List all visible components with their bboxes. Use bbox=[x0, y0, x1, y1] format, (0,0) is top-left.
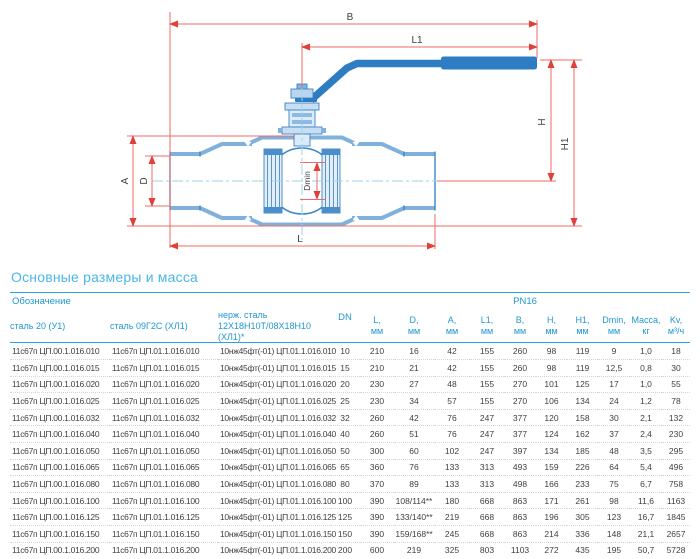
table-cell: 75 bbox=[598, 476, 630, 493]
column-header-steel20: сталь 20 (У1) bbox=[10, 310, 110, 343]
table-cell: 148 bbox=[598, 525, 630, 542]
table-row bbox=[10, 542, 690, 558]
dim-label-a: A bbox=[120, 177, 131, 185]
table-cell: 390 bbox=[360, 492, 394, 509]
table-cell: 50 bbox=[330, 442, 360, 459]
table-cell: 11с67п ЦП.00.1.016.010 bbox=[10, 343, 110, 360]
table-cell: 270 bbox=[504, 393, 536, 410]
table-cell: 668 bbox=[470, 509, 504, 526]
table-row bbox=[10, 492, 690, 509]
table-cell: 261 bbox=[567, 492, 598, 509]
table-cell: 11с67п ЦП.01.1.016.200 bbox=[112, 545, 200, 556]
table-cell: 24 bbox=[598, 393, 630, 410]
table-cell: 0,8 bbox=[630, 359, 662, 376]
table-cell: 11с67п ЦП.01.1.016.040 bbox=[110, 426, 218, 443]
table-cell: 210 bbox=[360, 343, 394, 360]
table-cell: 336 bbox=[567, 525, 598, 542]
table-cell: 260 bbox=[504, 343, 536, 360]
dim-label-d: D bbox=[139, 177, 150, 185]
table-cell: 11с67п ЦП.00.1.016.020 bbox=[10, 376, 110, 393]
handle-grip bbox=[441, 57, 537, 70]
table-cell: 76 bbox=[434, 426, 470, 443]
table-cell: 25 bbox=[330, 393, 360, 410]
pn16-group-header: PN16 bbox=[513, 296, 537, 307]
table-cell: 11с67п ЦП.00.1.016.065 bbox=[10, 459, 110, 476]
table-cell: 12,5 bbox=[598, 359, 630, 376]
table-cell: 30 bbox=[598, 409, 630, 426]
table-cell: 397 bbox=[504, 442, 536, 459]
table-cell: 10нж45фт(-01) ЦП.01.1.016.040 bbox=[218, 426, 330, 443]
table-cell: 233 bbox=[567, 476, 598, 493]
table-cell: 247 bbox=[470, 442, 504, 459]
column-header: A, мм bbox=[434, 310, 470, 343]
table-row bbox=[10, 376, 690, 393]
table-row bbox=[10, 359, 690, 376]
table-cell: 50,7 bbox=[637, 545, 655, 556]
table-cell: 1103 bbox=[510, 545, 530, 556]
table-cell: 10нж45фт(-01) ЦП.01.1.016.050 bbox=[218, 442, 330, 459]
table-cell: 119 bbox=[567, 359, 598, 376]
table-cell: 370 bbox=[360, 476, 394, 493]
table-cell: 305 bbox=[567, 509, 598, 526]
table-cell: 42 bbox=[394, 409, 434, 426]
table-cell: 2657 bbox=[662, 525, 690, 542]
table-cell: 89 bbox=[394, 476, 434, 493]
table-cell: 166 bbox=[536, 476, 567, 493]
table-cell: 155 bbox=[470, 343, 504, 360]
dim-label-b: B bbox=[346, 12, 354, 23]
table-cell: 11с67п ЦП.01.1.016.010 bbox=[110, 343, 218, 360]
table-cell: 98 bbox=[598, 492, 630, 509]
table-row bbox=[10, 442, 690, 459]
table-cell: 16,7 bbox=[630, 509, 662, 526]
table-cell: 219 bbox=[434, 509, 470, 526]
column-header: Масса, кг bbox=[630, 310, 662, 343]
table-cell: 260 bbox=[360, 409, 394, 426]
table-cell: 230 bbox=[360, 376, 394, 393]
table-row bbox=[10, 343, 690, 360]
table-cell: 120 bbox=[536, 409, 567, 426]
column-header: L, мм bbox=[360, 310, 394, 343]
table-cell: 11с67п ЦП.00.1.016.100 bbox=[10, 492, 110, 509]
table-cell: 10нж45фт(-01) ЦП.01.1.016.100 bbox=[218, 492, 330, 509]
header-group-row bbox=[10, 293, 690, 311]
table-cell: 247 bbox=[470, 426, 504, 443]
table-cell: 260 bbox=[504, 359, 536, 376]
column-header: D, мм bbox=[394, 310, 434, 343]
table-cell: 125 bbox=[330, 509, 360, 526]
table-cell: 11с67п ЦП.01.1.016.050 bbox=[110, 442, 218, 459]
dim-label-l: L bbox=[297, 234, 303, 245]
column-header: Dmin, мм bbox=[598, 310, 630, 343]
table-cell: 2,4 bbox=[630, 426, 662, 443]
table-cell: 9 bbox=[598, 343, 630, 360]
table-cell: 11с67п ЦП.00.1.016.150 bbox=[10, 525, 110, 542]
table-cell: 1163 bbox=[662, 492, 690, 509]
table-cell: 10нж45фт(-01) ЦП.01.1.016.080 bbox=[218, 476, 330, 493]
table-cell: 98 bbox=[536, 359, 567, 376]
table-cell: 123 bbox=[598, 509, 630, 526]
table-cell: 300 bbox=[360, 442, 394, 459]
dim-label-dmin: Dmin bbox=[302, 171, 312, 191]
table-cell: 17 bbox=[598, 376, 630, 393]
dim-label-l1: L1 bbox=[411, 35, 423, 46]
table-cell: 15 bbox=[330, 359, 360, 376]
table-cell: 51 bbox=[394, 426, 434, 443]
table-cell: 11с67п ЦП.01.1.016.100 bbox=[110, 492, 218, 509]
table-cell: 3,5 bbox=[630, 442, 662, 459]
table-cell: 10нж45фт(-01) ЦП.01.1.016.025 bbox=[218, 393, 330, 410]
table-cell: 155 bbox=[470, 376, 504, 393]
table-cell: 11с67п ЦП.01.1.016.032 bbox=[110, 409, 218, 426]
dimension-lines bbox=[127, 12, 582, 249]
table-body bbox=[10, 343, 690, 558]
table-cell: 272 bbox=[544, 545, 559, 556]
valve-technical-drawing bbox=[0, 0, 700, 266]
designation-group-header: Обозначение bbox=[12, 296, 71, 307]
table-cell: 150 bbox=[330, 525, 360, 542]
table-cell: 155 bbox=[470, 393, 504, 410]
table-cell: 11с67п ЦП.01.1.016.015 bbox=[110, 359, 218, 376]
table-cell: 100 bbox=[330, 492, 360, 509]
table-cell: 102 bbox=[434, 442, 470, 459]
column-header: Kv, м³/ч bbox=[662, 310, 690, 343]
table-cell: 496 bbox=[662, 459, 690, 476]
table-cell: 230 bbox=[360, 393, 394, 410]
table-cell: 390 bbox=[360, 509, 394, 526]
table-cell: 60 bbox=[394, 442, 434, 459]
table-cell: 40 bbox=[330, 426, 360, 443]
table-cell: 11с67п ЦП.01.1.016.150 bbox=[110, 525, 218, 542]
table-cell: 11с67п ЦП.00.1.016.032 bbox=[10, 409, 110, 426]
table-cell: 10нж45фт(-01) ЦП.01.1.016.065 bbox=[218, 459, 330, 476]
table-cell: 32 bbox=[330, 409, 360, 426]
table-cell: 11с67п ЦП.00.1.016.025 bbox=[10, 393, 110, 410]
table-cell: 76 bbox=[434, 409, 470, 426]
table-cell: 64 bbox=[598, 459, 630, 476]
table-cell: 377 bbox=[504, 426, 536, 443]
table-cell: 195 bbox=[606, 545, 622, 556]
table-cell: 10нж45фт(-01) ЦП.01.1.016.200 bbox=[220, 545, 336, 556]
dim-label-h: H bbox=[537, 118, 548, 126]
table-cell: 214 bbox=[536, 525, 567, 542]
table-cell: 219 bbox=[406, 545, 422, 556]
table-cell: 98 bbox=[536, 343, 567, 360]
column-header: H, мм bbox=[536, 310, 567, 343]
table-row bbox=[10, 525, 690, 542]
table-cell: 42 bbox=[434, 343, 470, 360]
table-cell: 30 bbox=[662, 359, 690, 376]
table-cell: 10 bbox=[330, 343, 360, 360]
table-cell: 133 bbox=[434, 476, 470, 493]
table-cell: 11с67п ЦП.00.1.016.040 bbox=[10, 426, 110, 443]
table-cell: 171 bbox=[536, 492, 567, 509]
table-cell: 11с67п ЦП.01.1.016.080 bbox=[110, 476, 218, 493]
table-cell: 11с67п ЦП.00.1.016.015 bbox=[10, 359, 110, 376]
table-cell: 377 bbox=[504, 409, 536, 426]
table-cell: 245 bbox=[434, 525, 470, 542]
table-cell: 10нж45фт(-01) ЦП.01.1.016.010 bbox=[218, 343, 330, 360]
table-cell: 10нж45фт(-01) ЦП.01.1.016.125 bbox=[218, 509, 330, 526]
table-cell: 863 bbox=[504, 525, 536, 542]
table-cell: 863 bbox=[504, 492, 536, 509]
dimensions-table bbox=[10, 292, 690, 558]
table-cell: 1,0 bbox=[630, 376, 662, 393]
column-header-stainless: нерж. сталь 12Х18Н10Т/08Х18Н10 (ХЛ1)* bbox=[218, 310, 330, 343]
dim-label-h1: H1 bbox=[560, 137, 571, 151]
table-cell: 2,1 bbox=[630, 409, 662, 426]
table-cell: 325 bbox=[444, 545, 460, 556]
column-header: H1, мм bbox=[567, 310, 598, 343]
table-cell: 5728 bbox=[666, 545, 686, 556]
table-cell: 133 bbox=[434, 459, 470, 476]
table-cell: 5,4 bbox=[630, 459, 662, 476]
table-cell: 48 bbox=[434, 376, 470, 393]
table-cell: 21,1 bbox=[630, 525, 662, 542]
table-cell: 600 bbox=[369, 545, 385, 556]
column-header: L1, мм bbox=[470, 310, 504, 343]
table-cell: 11с67п ЦП.01.1.016.020 bbox=[110, 376, 218, 393]
valve-handle bbox=[295, 57, 537, 103]
table-row bbox=[10, 409, 690, 426]
table-cell: 10нж45фт(-01) ЦП.01.1.016.032 bbox=[218, 409, 330, 426]
table-cell: 10нж45фт(-01) ЦП.01.1.016.020 bbox=[218, 376, 330, 393]
table-cell: 11с67п ЦП.00.1.016.080 bbox=[10, 476, 110, 493]
table-cell: 78 bbox=[662, 393, 690, 410]
table-cell: 108/114** bbox=[394, 492, 434, 509]
table-cell: 134 bbox=[536, 442, 567, 459]
table-cell: 42 bbox=[434, 359, 470, 376]
table-cell: 668 bbox=[470, 492, 504, 509]
table-cell: 119 bbox=[567, 343, 598, 360]
table-cell: 390 bbox=[360, 525, 394, 542]
table-cell: 758 bbox=[662, 476, 690, 493]
table-cell: 18 bbox=[662, 343, 690, 360]
table-cell: 493 bbox=[504, 459, 536, 476]
table-row bbox=[10, 459, 690, 476]
table-cell: 124 bbox=[536, 426, 567, 443]
table-cell: 48 bbox=[598, 442, 630, 459]
table-cell: 313 bbox=[470, 459, 504, 476]
table-cell: 27 bbox=[394, 376, 434, 393]
table-cell: 57 bbox=[434, 393, 470, 410]
table-cell: 162 bbox=[567, 426, 598, 443]
table-cell: 106 bbox=[536, 393, 567, 410]
table-cell: 863 bbox=[504, 509, 536, 526]
table-cell: 159 bbox=[536, 459, 567, 476]
table-cell: 101 bbox=[536, 376, 567, 393]
table-row bbox=[10, 426, 690, 443]
table-cell: 159/168** bbox=[394, 525, 434, 542]
table-cell: 65 bbox=[330, 459, 360, 476]
table-cell: 360 bbox=[360, 459, 394, 476]
table-cell: 260 bbox=[360, 426, 394, 443]
table-cell: 1,0 bbox=[630, 343, 662, 360]
table-cell: 55 bbox=[662, 376, 690, 393]
table-cell: 11с67п ЦП.00.1.016.200 bbox=[12, 545, 100, 556]
table-cell: 210 bbox=[360, 359, 394, 376]
table-cell: 37 bbox=[598, 426, 630, 443]
table-cell: 133/140** bbox=[394, 509, 434, 526]
table-cell: 1845 bbox=[662, 509, 690, 526]
table-cell: 270 bbox=[504, 376, 536, 393]
table-cell: 132 bbox=[662, 409, 690, 426]
table-cell: 435 bbox=[575, 545, 590, 556]
table-row bbox=[10, 509, 690, 526]
table-cell: 803 bbox=[479, 545, 495, 556]
table-cell: 6,7 bbox=[630, 476, 662, 493]
table-row bbox=[10, 393, 690, 410]
table-cell: 295 bbox=[662, 442, 690, 459]
table-cell: 185 bbox=[567, 442, 598, 459]
section-title: Основные размеры и масса bbox=[11, 269, 199, 285]
column-header-steel09g2s: сталь 09Г2С (ХЛ1) bbox=[110, 310, 218, 343]
table-cell: 34 bbox=[394, 393, 434, 410]
table-cell: 11с67п ЦП.00.1.016.125 bbox=[10, 509, 110, 526]
table-cell: 125 bbox=[567, 376, 598, 393]
table-cell: 76 bbox=[394, 459, 434, 476]
table-cell: 11с67п ЦП.01.1.016.125 bbox=[110, 509, 218, 526]
table-cell: 1,2 bbox=[630, 393, 662, 410]
table-cell: 11,6 bbox=[630, 492, 662, 509]
table-cell: 11с67п ЦП.01.1.016.065 bbox=[110, 459, 218, 476]
table-cell: 313 bbox=[470, 476, 504, 493]
table-cell: 134 bbox=[567, 393, 598, 410]
table-cell: 11с67п ЦП.01.1.016.025 bbox=[110, 393, 218, 410]
table-cell: 10нж45фт(-01) ЦП.01.1.016.150 bbox=[218, 525, 330, 542]
table-cell: 10нж45фт(-01) ЦП.01.1.016.015 bbox=[218, 359, 330, 376]
table-row bbox=[10, 476, 690, 493]
table-cell: 498 bbox=[504, 476, 536, 493]
table-cell: 21 bbox=[394, 359, 434, 376]
table-cell: 155 bbox=[470, 359, 504, 376]
column-header: B, мм bbox=[504, 310, 536, 343]
dn-column-header: DN bbox=[330, 293, 360, 343]
dimensions-section bbox=[0, 269, 700, 558]
table-cell: 20 bbox=[330, 376, 360, 393]
table-cell: 230 bbox=[662, 426, 690, 443]
table-cell: 16 bbox=[394, 343, 434, 360]
table-cell: 200 bbox=[337, 545, 353, 556]
table-cell: 158 bbox=[567, 409, 598, 426]
table-cell: 226 bbox=[567, 459, 598, 476]
table-cell: 668 bbox=[470, 525, 504, 542]
table-cell: 247 bbox=[470, 409, 504, 426]
table-cell: 11с67п ЦП.00.1.016.050 bbox=[10, 442, 110, 459]
table-cell: 180 bbox=[434, 492, 470, 509]
table-cell: 196 bbox=[536, 509, 567, 526]
table-cell: 80 bbox=[330, 476, 360, 493]
